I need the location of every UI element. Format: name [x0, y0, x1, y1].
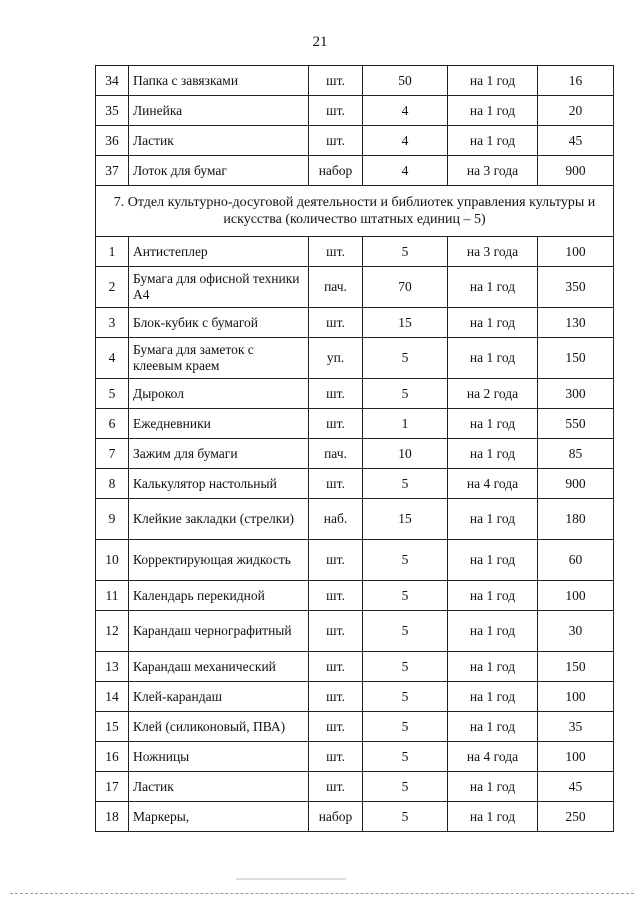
item-name-cell: Корректирующая жидкость: [129, 540, 309, 581]
row-number-cell: 16: [96, 742, 129, 772]
table-row: [96, 267, 614, 308]
item-name-cell: Папка с завязками: [129, 66, 309, 96]
period-cell: на 1 год: [448, 611, 538, 652]
table-row: [96, 338, 614, 379]
unit-cell: шт.: [309, 772, 363, 802]
period-cell: на 1 год: [448, 802, 538, 832]
quantity-cell: 15: [363, 499, 448, 540]
table-row: [96, 611, 614, 652]
price-cell: 250: [538, 802, 614, 832]
table-row: [96, 379, 614, 409]
unit-cell: шт.: [309, 682, 363, 712]
row-number-cell: 13: [96, 652, 129, 682]
period-cell: на 1 год: [448, 772, 538, 802]
quantity-cell: 5: [363, 469, 448, 499]
quantity-cell: 5: [363, 712, 448, 742]
quantity-cell: 5: [363, 611, 448, 652]
page-number: 21: [312, 34, 328, 50]
table-row: [96, 540, 614, 581]
period-cell: на 3 года: [448, 237, 538, 267]
price-cell: 100: [538, 581, 614, 611]
price-cell: 100: [538, 742, 614, 772]
period-cell: на 1 год: [448, 712, 538, 742]
period-cell: на 1 год: [448, 409, 538, 439]
row-number-cell: 9: [96, 499, 129, 540]
price-cell: 16: [538, 66, 614, 96]
table-row: [96, 308, 614, 338]
table-row: [96, 469, 614, 499]
price-cell: 60: [538, 540, 614, 581]
scan-mark: [236, 878, 346, 880]
unit-cell: шт.: [309, 96, 363, 126]
unit-cell: наб.: [309, 499, 363, 540]
row-number-cell: 4: [96, 338, 129, 379]
table-row: [96, 409, 614, 439]
quantity-cell: 5: [363, 802, 448, 832]
table-row: [96, 742, 614, 772]
unit-cell: шт.: [309, 126, 363, 156]
price-cell: 35: [538, 712, 614, 742]
table-row: [96, 439, 614, 469]
quantity-cell: 5: [363, 652, 448, 682]
table-row: [96, 682, 614, 712]
item-name-cell: Дырокол: [129, 379, 309, 409]
period-cell: на 1 год: [448, 499, 538, 540]
period-cell: на 4 года: [448, 469, 538, 499]
price-cell: 85: [538, 439, 614, 469]
quantity-cell: 5: [363, 237, 448, 267]
item-name-cell: Зажим для бумаги: [129, 439, 309, 469]
period-cell: на 1 год: [448, 652, 538, 682]
price-cell: 20: [538, 96, 614, 126]
price-cell: 45: [538, 126, 614, 156]
table-row: [96, 66, 614, 96]
quantity-cell: 15: [363, 308, 448, 338]
row-number-cell: 5: [96, 379, 129, 409]
table-row: [96, 652, 614, 682]
quantity-cell: 4: [363, 96, 448, 126]
period-cell: на 1 год: [448, 267, 538, 308]
table-row: [96, 772, 614, 802]
item-name-cell: Карандаш чернографитный: [129, 611, 309, 652]
quantity-cell: 5: [363, 742, 448, 772]
section-title: 7. Отдел культурно-досуговой деятельности и библиотек управления культуры и искусства (количество штатных единиц – 5): [96, 186, 614, 237]
unit-cell: шт.: [309, 652, 363, 682]
item-name-cell: Клей (силиконовый, ПВА): [129, 712, 309, 742]
unit-cell: шт.: [309, 581, 363, 611]
item-name-cell: Карандаш механический: [129, 652, 309, 682]
row-number-cell: 11: [96, 581, 129, 611]
period-cell: на 1 год: [448, 338, 538, 379]
quantity-cell: 5: [363, 338, 448, 379]
unit-cell: пач.: [309, 267, 363, 308]
unit-cell: уп.: [309, 338, 363, 379]
price-cell: 150: [538, 652, 614, 682]
quantity-cell: 4: [363, 126, 448, 156]
item-name-cell: Калькулятор настольный: [129, 469, 309, 499]
page-bottom-rule: [10, 893, 634, 894]
row-number-cell: 15: [96, 712, 129, 742]
unit-cell: набор: [309, 802, 363, 832]
quantity-cell: 5: [363, 379, 448, 409]
item-name-cell: Маркеры,: [129, 802, 309, 832]
row-number-cell: 3: [96, 308, 129, 338]
quantity-cell: 5: [363, 540, 448, 581]
row-number-cell: 34: [96, 66, 129, 96]
quantity-cell: 50: [363, 66, 448, 96]
item-name-cell: Клейкие закладки (стрелки): [129, 499, 309, 540]
item-name-cell: Клей-карандаш: [129, 682, 309, 712]
quantity-cell: 5: [363, 772, 448, 802]
row-number-cell: 12: [96, 611, 129, 652]
table-row: [96, 581, 614, 611]
quantity-cell: 1: [363, 409, 448, 439]
unit-cell: шт.: [309, 237, 363, 267]
period-cell: на 1 год: [448, 540, 538, 581]
price-cell: 100: [538, 682, 614, 712]
unit-cell: шт.: [309, 379, 363, 409]
row-number-cell: 17: [96, 772, 129, 802]
period-cell: на 2 года: [448, 379, 538, 409]
item-name-cell: Антистеплер: [129, 237, 309, 267]
item-name-cell: Лоток для бумаг: [129, 156, 309, 186]
row-number-cell: 18: [96, 802, 129, 832]
period-cell: на 4 года: [448, 742, 538, 772]
price-cell: 30: [538, 611, 614, 652]
quantity-cell: 5: [363, 682, 448, 712]
row-number-cell: 2: [96, 267, 129, 308]
price-cell: 180: [538, 499, 614, 540]
item-name-cell: Линейка: [129, 96, 309, 126]
price-cell: 100: [538, 237, 614, 267]
item-name-cell: Блок-кубик с бумагой: [129, 308, 309, 338]
row-number-cell: 37: [96, 156, 129, 186]
unit-cell: шт.: [309, 742, 363, 772]
unit-cell: шт.: [309, 469, 363, 499]
row-number-cell: 10: [96, 540, 129, 581]
section-header-row: [96, 186, 614, 237]
unit-cell: набор: [309, 156, 363, 186]
table-row: [96, 126, 614, 156]
unit-cell: шт.: [309, 712, 363, 742]
unit-cell: пач.: [309, 439, 363, 469]
item-name-cell: Ластик: [129, 772, 309, 802]
price-cell: 550: [538, 409, 614, 439]
row-number-cell: 35: [96, 96, 129, 126]
unit-cell: шт.: [309, 308, 363, 338]
unit-cell: шт.: [309, 409, 363, 439]
period-cell: на 1 год: [448, 439, 538, 469]
price-cell: 300: [538, 379, 614, 409]
table-row: [96, 237, 614, 267]
supplies-table: [95, 65, 614, 832]
unit-cell: шт.: [309, 66, 363, 96]
row-number-cell: 14: [96, 682, 129, 712]
price-cell: 900: [538, 469, 614, 499]
unit-cell: шт.: [309, 540, 363, 581]
item-name-cell: Бумага для офисной техники А4: [129, 267, 309, 308]
unit-cell: шт.: [309, 611, 363, 652]
row-number-cell: 36: [96, 126, 129, 156]
quantity-cell: 10: [363, 439, 448, 469]
item-name-cell: Календарь перекидной: [129, 581, 309, 611]
item-name-cell: Бумага для заметок с клеевым краем: [129, 338, 309, 379]
quantity-cell: 70: [363, 267, 448, 308]
row-number-cell: 7: [96, 439, 129, 469]
period-cell: на 1 год: [448, 581, 538, 611]
period-cell: на 1 год: [448, 96, 538, 126]
row-number-cell: 8: [96, 469, 129, 499]
row-number-cell: 1: [96, 237, 129, 267]
table-row: [96, 499, 614, 540]
quantity-cell: 4: [363, 156, 448, 186]
table-row: [96, 96, 614, 126]
table-row: [96, 156, 614, 186]
period-cell: на 1 год: [448, 126, 538, 156]
price-cell: 350: [538, 267, 614, 308]
quantity-cell: 5: [363, 581, 448, 611]
table-row: [96, 802, 614, 832]
item-name-cell: Ластик: [129, 126, 309, 156]
item-name-cell: Ножницы: [129, 742, 309, 772]
period-cell: на 1 год: [448, 308, 538, 338]
price-cell: 45: [538, 772, 614, 802]
period-cell: на 3 года: [448, 156, 538, 186]
price-cell: 150: [538, 338, 614, 379]
period-cell: на 1 год: [448, 66, 538, 96]
period-cell: на 1 год: [448, 682, 538, 712]
price-cell: 900: [538, 156, 614, 186]
item-name-cell: Ежедневники: [129, 409, 309, 439]
price-cell: 130: [538, 308, 614, 338]
row-number-cell: 6: [96, 409, 129, 439]
table-row: [96, 712, 614, 742]
